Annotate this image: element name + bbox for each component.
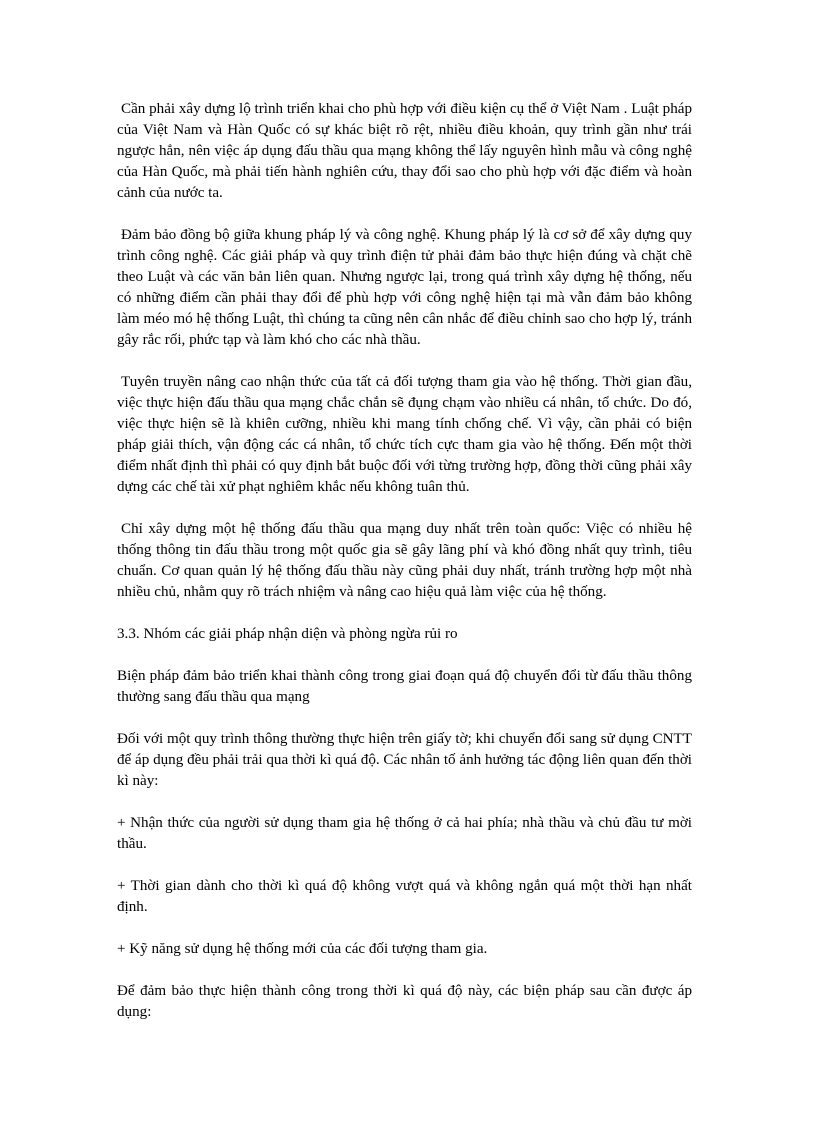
paragraph-transition-factors: Đối với một quy trình thông thường thực hiện trên giấy tờ; khi chuyển đổi sang sử dụng CNTT để áp dụng đều phải trải qua thời kì quá độ. Các nhân tố ảnh hưởng tác động liên quan đến thời kì này: bbox=[117, 731, 692, 789]
list-item-awareness: + Nhận thức của người sử dụng tham gia hệ thống ở cả hai phía; nhà thầu và chủ đầu tư mời thầu. bbox=[117, 815, 692, 852]
paragraph-roadmap: Cần phải xây dựng lộ trình triển khai cho phù hợp với điều kiện cụ thể ở Việt Nam . Luật pháp của Việt Nam và Hàn Quốc có sự khác biệt rõ rệt, nhiều điều khoản, quy trình gần như trái ngược hẳn, nên việc áp dụng đấu thầu qua mạng không thể lấy nguyên hình mẫu và công nghệ của Hàn Quốc, mà phải tiến hành nghiên cứu, thay đổi sao cho phù hợp với đặc điểm và hoàn cảnh của nước ta. bbox=[117, 101, 692, 201]
paragraph-legal-tech-sync: Đảm bảo đồng bộ giữa khung pháp lý và công nghệ. Khung pháp lý là cơ sở để xây dựng quy trình công nghệ. Các giải pháp và quy trình điện tử phải đảm bảo thực hiện đúng và chặt chẽ theo Luật và các văn bản liên quan. Nhưng ngược lại, trong quá trình xây dựng hệ thống, nếu có những điểm cần phải thay đổi để phù hợp với công nghệ hiện tại mà vẫn đảm bảo không làm méo mó hệ thống Luật, thì chúng ta cũng nên cân nhắc để điều chỉnh sao cho hợp lý, tránh gây rắc rối, phức tạp và làm khó cho các nhà thầu. bbox=[117, 227, 692, 348]
paragraph-awareness: Tuyên truyền nâng cao nhận thức của tất cả đối tượng tham gia vào hệ thống. Thời gian đầu, việc thực hiện đấu thầu qua mạng chắc chắn sẽ đụng chạm vào nhiều cá nhân, tổ chức. Do đó, việc thực hiện sẽ là khiên cưỡng, nhiều khi mang tính chống chế. Vì vậy, cần phải có biện pháp giải thích, vận động các cá nhân, tổ chức tích cực tham gia vào hệ thống. Đến một thời điểm nhất định thì phải có quy định bắt buộc đối với từng trường hợp, đồng thời cũng phải xây dựng các chế tài xử phạt nghiêm khắc nếu không tuân thủ. bbox=[117, 374, 692, 495]
paragraph-measures-intro: Để đảm bảo thực hiện thành công trong thời kì quá độ này, các biện pháp sau cần được áp dụng: bbox=[117, 983, 692, 1020]
section-heading: 3.3. Nhóm các giải pháp nhận diện và phòng ngừa rủi ro bbox=[117, 626, 458, 642]
document-page bbox=[117, 99, 692, 1044]
paragraph-transition-measure: Biện pháp đảm bảo triển khai thành công trong giai đoạn quá độ chuyển đổi từ đấu thầu thông thường sang đấu thầu qua mạng bbox=[117, 668, 692, 705]
paragraph-single-system: Chỉ xây dựng một hệ thống đấu thầu qua mạng duy nhất trên toàn quốc: Việc có nhiều hệ thống thông tin đấu thầu trong một quốc gia sẽ gây lãng phí và khó đồng nhất quy trình, tiêu chuẩn. Cơ quan quản lý hệ thống đấu thầu này cũng phải duy nhất, tránh trường hợp một nhà nhiều chủ, nhằm quy rõ trách nhiệm và nâng cao hiệu quả làm việc của hệ thống. bbox=[117, 521, 692, 600]
list-item-duration: + Thời gian dành cho thời kì quá độ không vượt quá và không ngắn quá một thời hạn nhất định. bbox=[117, 878, 692, 915]
list-item-skills: + Kỹ năng sử dụng hệ thống mới của các đối tượng tham gia. bbox=[117, 941, 488, 957]
